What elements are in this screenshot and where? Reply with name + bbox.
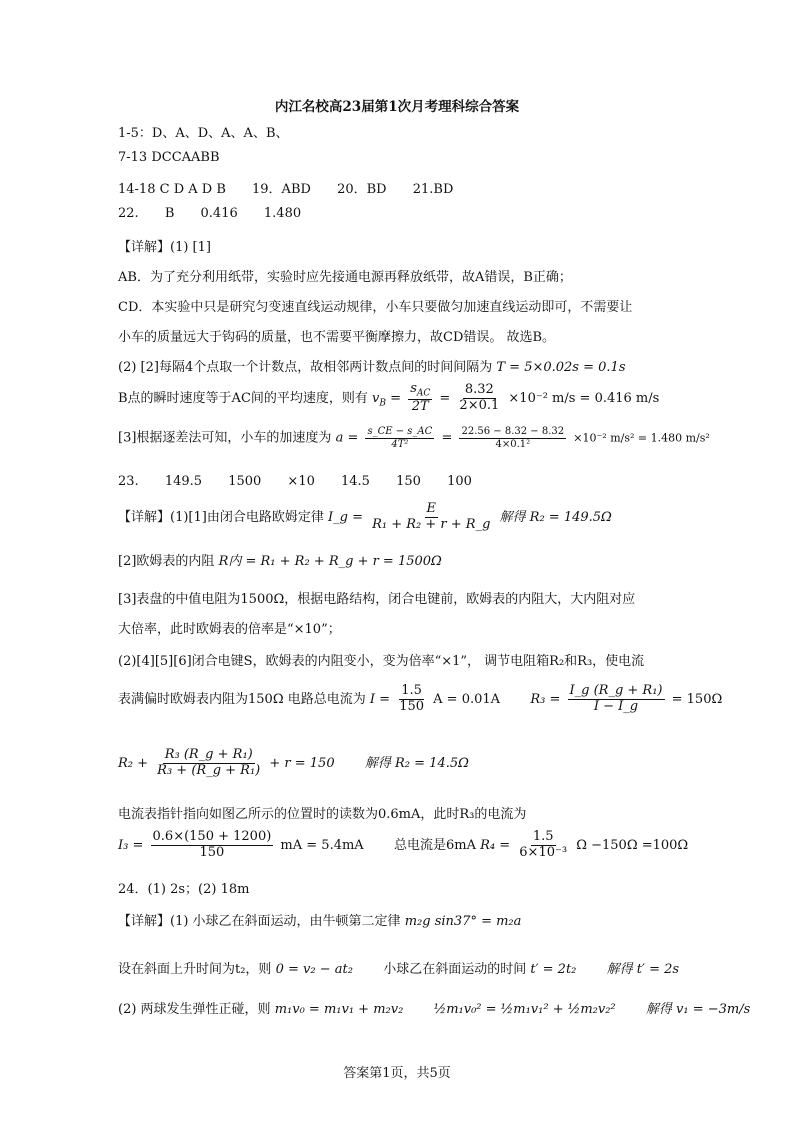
q23-l6-lhs: R₂ + <box>118 755 149 771</box>
answers-14-21 <box>118 178 453 197</box>
q23-l1 <box>118 502 612 533</box>
answer-19: 19．ABD <box>252 182 311 197</box>
q22-p3: B点的瞬时速度等于AC间的平均速度，则有 $v_B$ = $\frac{s_{AC}}{2T}$ = $\frac{8.32}{2\times 0.1}$ ×10⁻² m/s = 0.416 m/s <box>118 381 660 414</box>
q23-l6-frac: $\frac{\text{R₃ (R\_g + R₁)}}{\text{R₃ + (R\_g + R₁)}}$ <box>157 747 261 778</box>
answers-1-5: 1-5：D、A、D、A、A、B、 <box>118 126 289 141</box>
q22-p4: [3]根据逐差法可知，小车的加速度为 a = $\frac{s\_CE - s\_AC}{\text{4T²}}$ = $\frac{22.56 - 8.32 - 8.32}{\text{4×0.1²}}$ ×10⁻² m/s² = 1.480 m/s² <box>118 426 710 450</box>
q24-l3-text: (2) 两球发生弹性正碰，则 <box>118 1002 271 1017</box>
q24-l2-eq2: t′ = 2t₂ <box>530 962 577 977</box>
q22-p3-frac1: $\frac{s_{AC}}{2T}$ <box>410 381 431 414</box>
q22-p4-lhs: a = <box>335 430 359 446</box>
q22-p3-text: B点的瞬时速度等于AC间的平均速度，则有 <box>118 390 368 406</box>
q22-p3-lhs: $v_B$ = <box>372 390 402 409</box>
q22-p2-eq: T = 5×0.02s = 0.1s <box>496 360 626 375</box>
q22-answers <box>118 206 301 221</box>
q23-l5-r3-frac: $\frac{\text{I\_g (R\_g + R₁)}}{I - I\_g}$ <box>569 683 663 714</box>
q24-l1-eq: m₂g sin37° = m₂a <box>404 914 522 929</box>
q23-l5-r3: R₃ = <box>530 691 561 707</box>
q23-l6-tail: + r = 150 <box>269 755 335 771</box>
q23-l8 <box>118 830 688 861</box>
q22-ab: AB．为了充分利用纸带，实验时应先接通电源再释放纸带，故A错误，B正确； <box>118 270 572 285</box>
q23-l5 <box>118 684 722 715</box>
q23-num: 23. <box>118 474 139 489</box>
q23-ans: 150 <box>396 474 421 489</box>
q23-ans: 14.5 <box>341 474 370 489</box>
q24-l2 <box>118 958 679 977</box>
q23-l2-eq: R内 = R₁ + R₂ + R_g + r = 1500Ω <box>218 554 442 569</box>
q24-l3 <box>118 998 750 1017</box>
q22-p4-tail: ×10⁻² m/s² = 1.480 m/s² <box>573 431 710 445</box>
q23-l5-lhs: I = <box>369 691 391 707</box>
q22-p3-tail: ×10⁻² m/s = 0.416 m/s <box>508 390 660 406</box>
q23-l1-text: 【详解】(1)[1]由闭合电路欧姆定律 <box>118 509 324 525</box>
q23-l8-r4: R₄ = <box>480 837 511 853</box>
q23-l3b: 大倍率，此时欧姆表的倍率是“×10”； <box>118 622 341 637</box>
q24-head: 24．(1) 2s；(2) 18m <box>118 882 250 897</box>
q23-answers <box>118 474 472 489</box>
q23-l7: 电流表指针指向如图乙所示的位置时的读数为0.6mA，此时R₃的电流为 <box>118 807 527 822</box>
q24-l3-eq: m₁v₀ = m₁v₁ + m₂v₂ <box>274 1002 404 1017</box>
q23-l1-tail: 解得 R₂ = 149.5Ω <box>499 509 612 525</box>
q23-l8-r4-frac: $\frac{1.5}{\text{6×10⁻³}}$ <box>519 829 568 860</box>
q22-p4-frac2: $\frac{22.56 - 8.32 - 8.32}{\text{4×0.1²}}$ <box>461 426 565 450</box>
q23-l5-text: 表满偏时欧姆表内阻为150Ω 电路总电流为 <box>118 691 366 707</box>
q24-l3-sol: 解得 v₁ = −3m/s <box>645 1002 751 1017</box>
q22-ans2: 0.416 <box>200 206 238 221</box>
q23-l5-r3-tail: = 150Ω <box>671 691 723 707</box>
q24-l2-text: 设在斜面上升时间为t₂，则 <box>118 962 272 977</box>
q23-l6-sol: 解得 R₂ = 14.5Ω <box>364 755 469 771</box>
q23-l1-frac: $\frac{E}{\text{R₁ + R₂ + r + R\_g}}$ <box>372 501 491 532</box>
q24-l2-eq: 0 = v₂ − at₂ <box>275 962 353 977</box>
q24-l1-text: 【详解】(1) 小球乙在斜面运动，由牛顿第二定律 <box>118 914 401 929</box>
q22-detail: 【详解】(1) [1] <box>118 240 211 255</box>
answer-20: 20．BD <box>337 182 387 197</box>
q22-num: 22. <box>118 206 139 221</box>
q22-ans3: 1.480 <box>263 206 302 221</box>
q22-cd2: 小车的质量远大于钩码的质量，也不需要平衡摩擦力，故CD错误。 故选B。 <box>118 330 556 345</box>
q23-ans: ×10 <box>287 474 315 489</box>
q23-l2 <box>118 550 442 569</box>
q23-l4: (2)[4][5][6]闭合电键S，欧姆表的内阻变小，变为倍率“×1”， 调节电阻箱R₂和R₃，使电流 <box>118 654 645 669</box>
q23-l3a: [3]表盘的中值电阻为1500Ω，根据电路结构，闭合电键前，欧姆表的内阻大，大内阻对应 <box>118 592 636 607</box>
q22-ans1: B <box>164 206 175 221</box>
q23-l8-frac: $\frac{0.6\times(150 + 1200)}{150}$ <box>152 829 272 860</box>
answer-21: 21.BD <box>412 182 454 197</box>
answers-7-13: 7-13 DCCAABB <box>118 150 220 165</box>
q23-ans: 1500 <box>228 474 262 489</box>
q22-p4-frac1: $\frac{s\_CE - s\_AC}{\text{4T²}}$ <box>367 426 433 450</box>
q24-l1 <box>118 910 521 929</box>
q23-l8-lhs: I₃ = <box>118 837 144 853</box>
q22-cd1: CD．本实验中只是研究匀变速直线运动规律，小车只要做匀加速直线运动即可，不需要让 <box>118 300 633 315</box>
q23-l8-tail: mA = 5.4mA <box>280 837 364 853</box>
q24-l3-eq2: ½m₁v₀² = ½m₁v₁² + ½m₂v₂² <box>433 1002 616 1017</box>
q22-p4-text: [3]根据逐差法可知，小车的加速度为 <box>118 430 332 446</box>
q23-l5-frac: $\frac{1.5}{150}$ <box>399 683 425 714</box>
q22-p3-frac2: $\frac{8.32}{2\times 0.1}$ <box>459 382 500 413</box>
page-title: 内江名校高23届第1次月考理科综合答案 <box>274 99 520 115</box>
q23-l8-mid: 总电流是6mA <box>393 837 476 853</box>
q23-l6 <box>118 748 469 779</box>
q22-p2 <box>118 356 626 375</box>
q24-l2-sol: 解得 t′ = 2s <box>606 962 680 977</box>
q23-ans: 100 <box>447 474 472 489</box>
q23-l2-text: [2]欧姆表的内阻 <box>118 554 215 569</box>
q23-ans: 149.5 <box>164 474 203 489</box>
q22-p2-text: (2) [2]每隔4个点取一个计数点，故相邻两计数点间的时间间隔为 <box>118 360 493 375</box>
q24-l2-mid: 小球乙在斜面运动的时间 <box>383 962 527 977</box>
q23-l1-lhs: I_g = <box>327 509 363 525</box>
q23-l8-r4-tail: Ω −150Ω =100Ω <box>576 837 689 853</box>
q23-l5-tail: A = 0.01A <box>433 691 501 707</box>
page-footer: 答案第1页，共5页 <box>343 1066 451 1081</box>
answers-14-18: 14-18 C D A D B <box>118 182 226 197</box>
